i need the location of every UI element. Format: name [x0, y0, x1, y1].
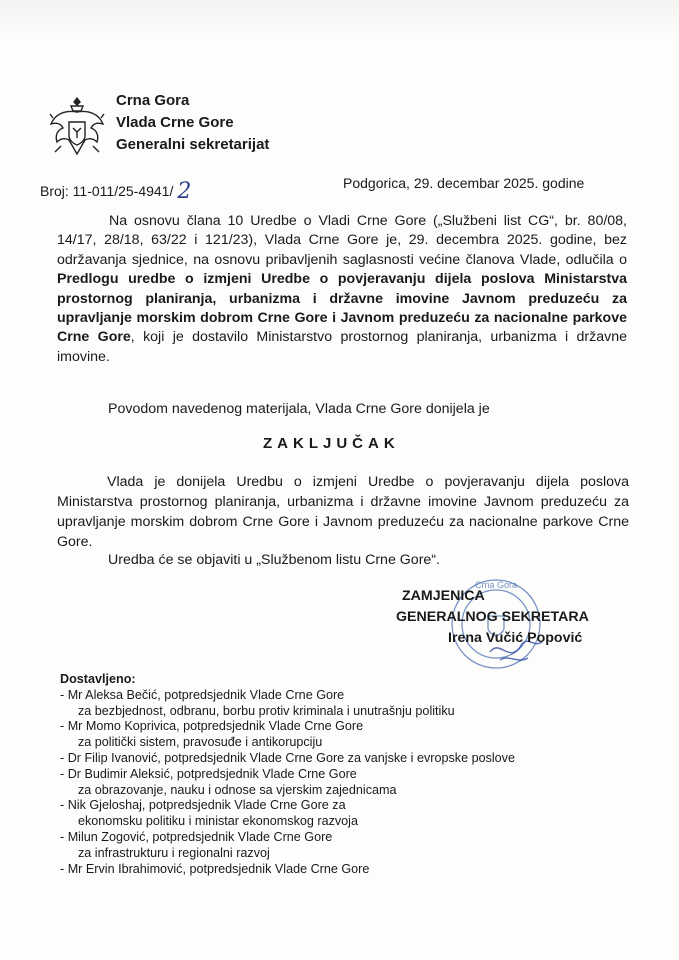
conclusion-heading: ZAKLJUČAK: [263, 435, 400, 452]
header-country: Crna Gora: [116, 92, 190, 109]
distribution-title: Dostavljeno:: [60, 672, 136, 686]
paragraph-conclusion-text: Vlada je donijela Uredbu o izmjeni Uredbe o povjeravanju dijela poslova Ministarstva prostornog planiranja, urbanizma i državne imovine Javnom preduzeću za upravljanje morskim dobrom Crne Gore i Javnom preduzeću za nacionalne parkove Crne Gore.: [57, 474, 629, 550]
distribution-list: [60, 672, 515, 877]
header-government: Vlada Crne Gore: [116, 114, 234, 131]
reference-number-text: Broj: 11-011/25-4941/: [40, 183, 174, 199]
paragraph-intro-part1: Na osnovu člana 10 Uredbe o Vladi Crne Gore („Službeni list CG“, br. 80/08, 14/17, 28/18, 63/22 i 121/23), Vlada Crne Gore je, 29. decembra 2025. godine, bez održavanja sjednice, na osnovu pribavljenih saglasnosti većine članova Vlade, odlučila o: [57, 213, 627, 268]
signature-block: [396, 586, 636, 649]
paragraph-intro-part2: , koji je dostavilo Ministarstvo prostornog planiranja, urbanizma i državne imovine.: [57, 329, 627, 365]
scan-shadow: [0, 0, 679, 40]
header-secretariat: Generalni sekretarijat: [116, 136, 270, 153]
paragraph-conclusion: [57, 472, 629, 552]
issuer-header: [116, 90, 269, 156]
coat-of-arms-icon: [47, 94, 107, 160]
list-item: - Milun Zogović, potpredsjednik Vlade Crne Gore za infrastrukturu i regionalni razvoj: [60, 829, 333, 860]
signature-name: Irena Vučić Popović: [448, 630, 583, 646]
document-date: Podgorica, 29. decembar 2025. godine: [343, 175, 585, 191]
stamp-text: Crna Gora: [474, 580, 518, 590]
paragraph-publication: Uredba će se objaviti u „Službenom listu Crne Gore“.: [108, 552, 440, 568]
paragraph-intro-bold: Predlogu uredbe o izmjeni Uredbe o povjeravanju dijela poslova Ministarstva prostornog planiranja, urbanizma i državne imovine Javnom preduzeću za upravljanje morskim dobrom Crne Gore i Javnom preduzeću za nacionalne parkove Crne Gore: [57, 271, 627, 346]
paragraph-intro: [57, 212, 627, 367]
reference-number: [40, 177, 191, 202]
list-item: - Mr Momo Koprivica, potpredsjednik Vlade Crne Gore za politički sistem, pravosuđe i antikorupciju: [60, 719, 364, 750]
signature-position: GENERALNOG SEKRETARA: [396, 609, 589, 625]
list-item: - Mr Aleksa Bečić, potpredsjednik Vlade Crne Gore za bezbjednost, odbranu, borbu protiv kriminala i unutrašnju politiku: [60, 687, 455, 718]
paragraph-decision-intro: Povodom navedenog materijala, Vlada Crne Gore donijela je: [108, 401, 490, 417]
list-item: - Dr Budimir Aleksić, potpredsjednik Vlade Crne Gore za obrazovanje, nauku i odnose sa vjerskim zajednicama: [60, 766, 397, 797]
list-item: - Dr Filip Ivanović, potpredsjednik Vlade Crne Gore za vanjske i evropske poslove: [60, 750, 515, 765]
handwritten-suffix: 2: [177, 179, 192, 204]
list-item: - Mr Ervin Ibrahimović, potpredsjednik Vlade Crne Gore: [60, 861, 370, 876]
list-item: - Nik Gjeloshaj, potpredsjednik Vlade Crne Gore za ekonomsku politiku i ministar ekonomskog razvoja: [60, 798, 358, 829]
signature-title: ZAMJENICA: [402, 588, 485, 604]
